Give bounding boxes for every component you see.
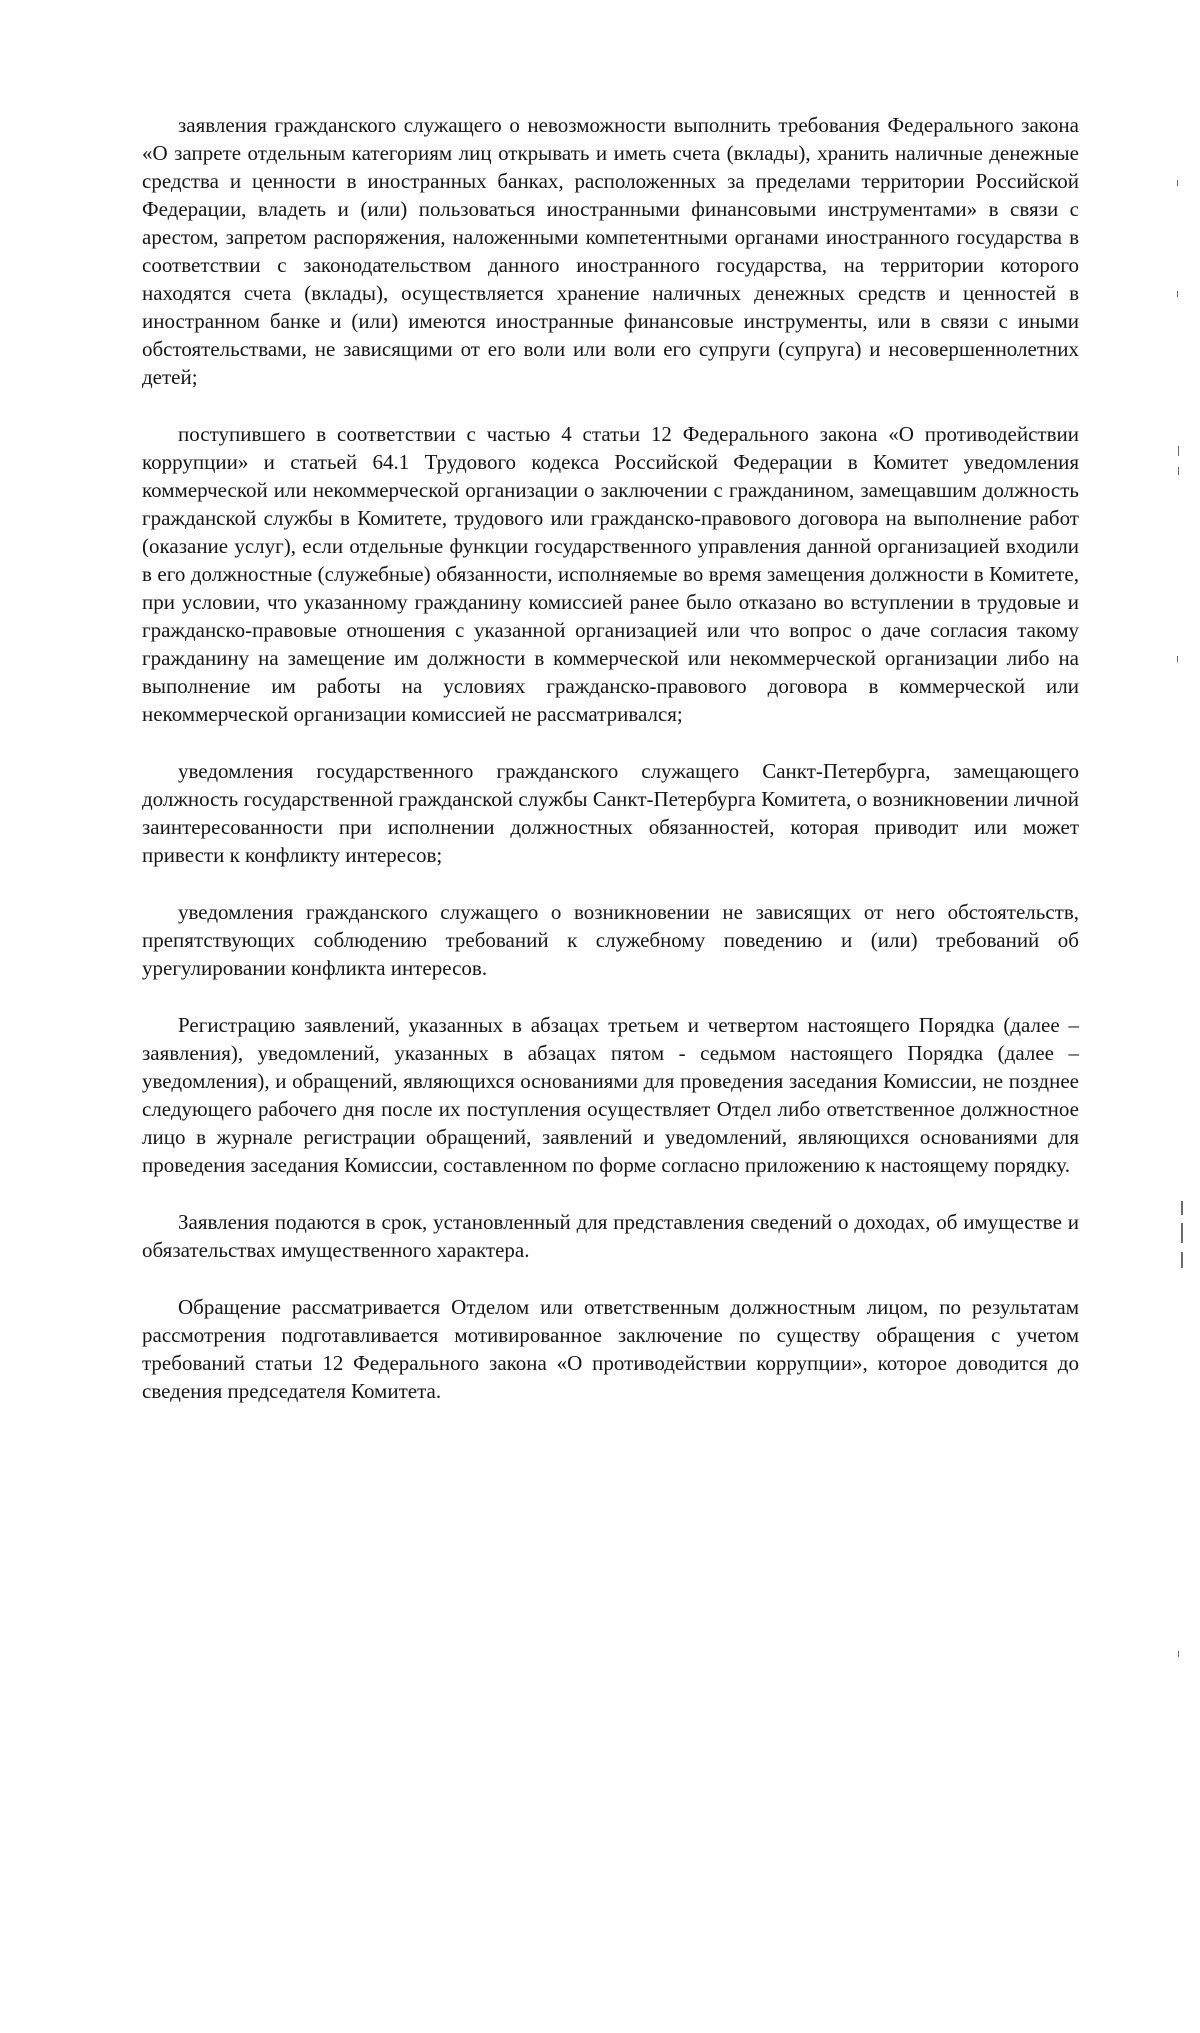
paragraph-application-deadline: Заявления подаются в срок, установленный для представления сведений о доходах, об имуществе и обязательствах имущественного характера. [142, 1210, 1079, 1262]
paragraph-circumstances-notification: уведомления гражданского служащего о возникновении не зависящих от него обстоятельств, препятствующих соблюдению требований к служебному поведению и (или) требований об урегулировании конфликта интересов. [142, 900, 1079, 980]
scan-artifact-mark [1177, 656, 1178, 662]
paragraph-application-foreign-accounts: заявления гражданского служащего о невозможности выполнить требования Федерального закона «О запрете отдельным категориям лиц открывать и иметь счета (вклады), хранить наличные денежные средства и ценности в иностранных банках, расположенных за пределами территории Российской Федерации, владеть и (или) пользоваться иностранными финансовыми инструментами» в связи с арестом, запретом распоряжения, наложенными компетентными органами иностранного государства в соответствии с законодательством данного иностранного государства, на территории которого находятся счета (вклады), осуществляется хранение наличных денежных средств и ценностей в иностранном банке и (или) имеются иностранные финансовые инструменты, или в связи с иными обстоятельствами, не зависящими от его воли или воли его супруги (супруга) и несовершеннолетних детей; [142, 113, 1079, 389]
scan-artifact-mark [1181, 1201, 1183, 1215]
document-body [142, 111, 1079, 1434]
paragraph-conflict-of-interest-notification: уведомления государственного гражданского служащего Санкт-Петербурга, замещающего должность государственной гражданской службы Санкт-Петербурга Комитета, о возникновении личной заинтересованности при исполнении должностных обязанностей, которая приводит или может привести к конфликту интересов; [142, 759, 1079, 867]
scan-artifact-mark [1177, 180, 1178, 186]
scan-artifact-mark [1181, 1223, 1183, 1243]
paragraph-organization-notification: поступившего в соответствии с частью 4 статьи 12 Федерального закона «О противодействии коррупции» и статьей 64.1 Трудового кодекса Российской Федерации в Комитет уведомления коммерческой или некоммерческой организации о заключении с гражданином, замещавшим должность гражданской службы в Комитете, трудового или гражданско-правового договора на выполнение работ (оказание услуг), если отдельные функции государственного управления данной организацией входили в его должностные (служебные) обязанности, исполняемые во время замещения должности в Комитете, при условии, что указанному гражданину комиссией ранее было отказано во вступлении в трудовые и гражданско-правовые отношения с указанной организацией или что вопрос о даче согласия такому гражданину на замещение им должности в коммерческой или некоммерческой организации либо на выполнение им работы на условиях гражданско-правового договора в коммерческой или некоммерческой организации комиссией не рассматривался; [142, 422, 1079, 726]
paragraph-registration: Регистрацию заявлений, указанных в абзацах третьем и четвертом настоящего Порядка (далее – заявления), уведомлений, указанных в абзацах пятом - седьмом настоящего Порядка (далее – уведомления), и обращений, являющихся основаниями для проведения заседания Комиссии, не позднее следующего рабочего дня после их поступления осуществляет Отдел либо ответственное должностное лицо в журнале регистрации обращений, заявлений и уведомлений, являющихся основаниями для проведения заседания Комиссии, составленном по форме согласно приложению к настоящему порядку. [142, 1013, 1079, 1177]
scan-artifact-mark [1178, 467, 1179, 475]
scan-artifact-mark [1178, 446, 1179, 456]
scan-artifact-mark [1181, 1252, 1183, 1268]
scan-artifact-mark [1177, 291, 1178, 297]
scan-artifact-mark [1178, 1651, 1179, 1657]
paragraph-appeal-review: Обращение рассматривается Отделом или ответственным должностным лицом, по результатам рассмотрения подготавливается мотивированное заключение по существу обращения с учетом требований статьи 12 Федерального закона «О противодействии коррупции», которое доводится до сведения председателя Комитета. [142, 1295, 1079, 1403]
